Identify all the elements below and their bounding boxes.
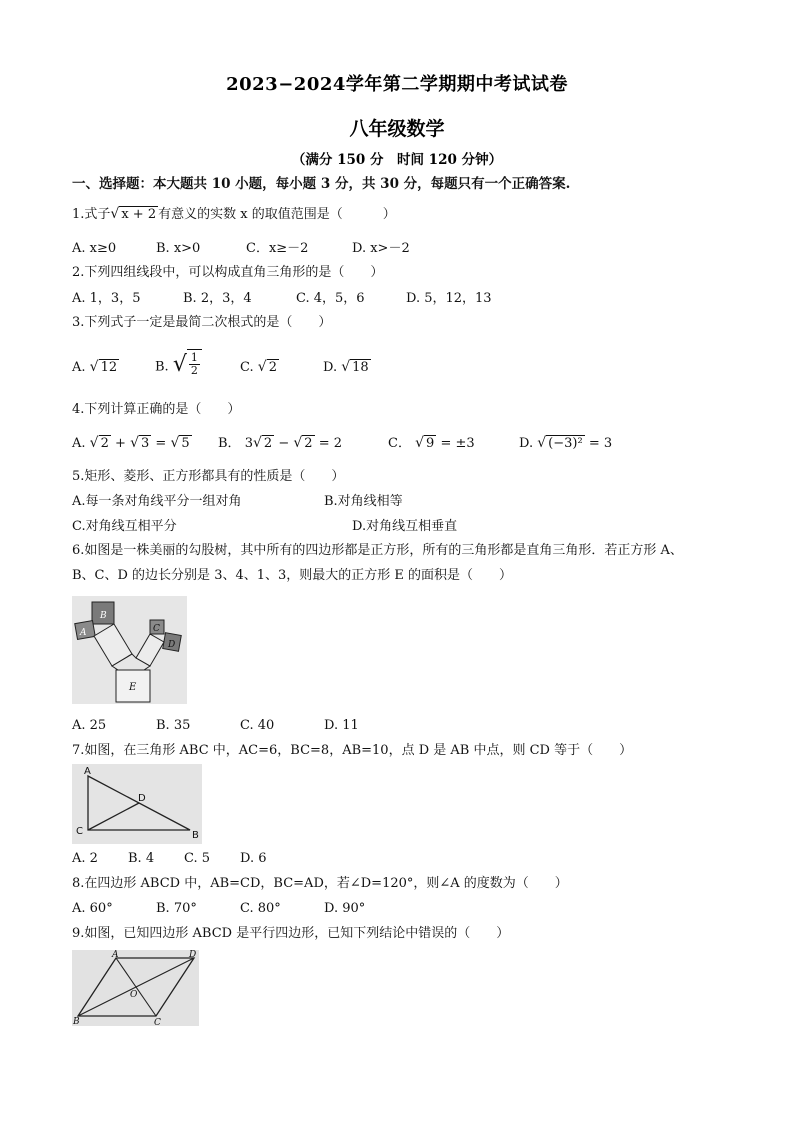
q2-option-b[interactable]: B. 2，3，4 (183, 291, 252, 306)
exam-subject: 八年级数学 (349, 118, 445, 140)
q4-d-label: D. (519, 436, 534, 451)
q4-a-rad-3: 5 (181, 436, 190, 451)
q6-option-c[interactable]: C. 40 (240, 718, 275, 733)
q5-option-b[interactable]: B.对角线相等 (324, 494, 403, 509)
q3-a-sqrt: √ 12 (89, 359, 118, 375)
q4-a-sqrt-1: √ 2 (89, 435, 109, 451)
q6-option-b[interactable]: B. 35 (156, 718, 191, 733)
q4-b-rad-2: 2 (304, 436, 313, 451)
q2-option-c[interactable]: C. 4，5，6 (296, 291, 365, 306)
q4-c-result: = ±3 (440, 436, 475, 451)
q7-option-a[interactable]: A. 2 (72, 851, 98, 866)
q1-option-c[interactable]: C．x≥－2 (246, 241, 309, 256)
question-1-stem (72, 205, 396, 224)
label-d: D (189, 950, 197, 960)
q5-option-d[interactable]: D.对角线互相垂直 (352, 519, 458, 534)
q1-sqrt: √ x + 2 (110, 206, 157, 222)
q3-d-radicand: 18 (352, 360, 369, 375)
q4-b-sqrt-2: √ 2 (293, 435, 313, 451)
question-4-stem: 4.下列计算正确的是（ ） (72, 402, 241, 417)
q3-b-label: B. (155, 359, 169, 375)
q8-option-d[interactable]: D. 90° (324, 901, 366, 916)
q4-option-d[interactable] (519, 434, 612, 453)
question-3-stem: 3.下列式子一定是最简二次根式的是（ ） (72, 315, 332, 330)
q4-a-rad-1: 2 (100, 436, 109, 451)
q4-a-equals: = (155, 436, 167, 451)
question-9-stem: 9.如图，已知四边形 ABCD 是平行四边形，已知下列结论中错误的（ ） (72, 926, 510, 941)
q1-option-b[interactable]: B. x>0 (156, 241, 201, 256)
q8-option-a[interactable]: A. 60° (72, 901, 113, 916)
label-o: O (130, 990, 138, 1000)
q7-option-c[interactable]: C. 5 (184, 851, 211, 866)
question-8-stem: 8.在四边形 ABCD 中，AB=CD，BC=AD，若∠D=120°，则∠A 的度数为（ ） (72, 876, 568, 891)
triangle-abc-figure (72, 764, 202, 844)
q4-a-sqrt-3: √ 5 (170, 435, 190, 451)
label-a: A (84, 766, 91, 777)
q1-stem-close: ） (382, 207, 396, 222)
q1-stem-prefix: 1.式子 (72, 207, 111, 222)
label-d: D (138, 793, 146, 804)
q2-option-d[interactable]: D. 5，12，13 (406, 291, 492, 306)
question-6-stem-line-2: B、C、D 的边长分别是 3、4、1、3，则最大的正方形 E 的面积是（ ） (72, 568, 513, 583)
label-b: B (100, 611, 107, 621)
q4-c-sqrt: √ 9 (415, 435, 435, 451)
q3-option-b[interactable] (155, 348, 202, 382)
q3-b-numerator: 1 (190, 351, 198, 364)
q3-d-label: D. (323, 360, 338, 375)
q8-option-b[interactable]: B. 70° (156, 901, 197, 916)
label-c: C (154, 1018, 161, 1026)
q3-d-sqrt: √ 18 (341, 359, 369, 375)
q4-a-sqrt-2: √ 3 (130, 435, 150, 451)
q6-option-d[interactable]: D. 11 (324, 718, 359, 733)
q8-option-c[interactable]: C. 80° (240, 901, 281, 916)
q1-option-a[interactable]: A. x≥0 (72, 241, 117, 256)
label-c: C (153, 624, 160, 634)
q4-c-rad: 9 (426, 436, 435, 451)
question-2-stem: 2.下列四组线段中，可以构成直角三角形的是（ ） (72, 265, 384, 280)
q4-b-result: = 2 (318, 436, 343, 451)
q4-d-sqrt: √ (−3)² (537, 435, 583, 451)
q7-option-d[interactable]: D. 6 (240, 851, 267, 866)
exam-title: 2023−2024学年第二学期期中考试试卷 (226, 74, 568, 95)
q4-a-plus: + (115, 436, 126, 451)
label-a: A (80, 628, 87, 638)
q3-c-radicand: 2 (268, 360, 277, 375)
q4-b-coef: 3 (244, 436, 253, 451)
q6-option-a[interactable]: A. 25 (72, 718, 107, 733)
q4-b-minus: − (278, 436, 290, 451)
q7-option-b[interactable]: B. 4 (128, 851, 155, 866)
q4-a-rad-2: 3 (140, 436, 150, 451)
q2-option-a[interactable]: A. 1，3，5 (72, 291, 141, 306)
label-c: C (76, 826, 83, 837)
q3-a-radicand: 12 (100, 360, 118, 375)
q4-d-rad: (−3)² (548, 436, 583, 451)
label-e: E (129, 682, 137, 693)
question-6-stem-line-1: 6.如图是一株美丽的勾股树，其中所有的四边形都是正方形，所有的三角形都是直角三角形．若正方形 A、 (72, 543, 683, 558)
q4-d-result: = 3 (588, 436, 613, 451)
q3-option-c[interactable] (240, 358, 279, 377)
q4-b-label: B． (218, 436, 241, 451)
pythagoras-tree-figure (72, 596, 187, 704)
q4-b-rad-1: 2 (263, 436, 273, 451)
q3-option-a[interactable] (72, 358, 119, 377)
q4-option-a[interactable] (72, 434, 192, 453)
q4-a-label: A. (72, 436, 86, 451)
parallelogram-figure (72, 950, 199, 1026)
q3-a-label: A. (72, 360, 86, 375)
label-a: A (112, 950, 119, 960)
q3-b-denominator: 2 (190, 364, 198, 377)
q4-option-c[interactable] (388, 434, 475, 453)
section-heading: 一、选择题：本大题共 10 小题，每小题 3 分，共 30 分，每题只有一个正确答案. (72, 176, 571, 192)
q3-b-fraction (189, 352, 200, 377)
q3-c-sqrt: √ 2 (257, 359, 277, 375)
label-b: B (192, 830, 199, 841)
q4-c-label: C． (388, 436, 411, 451)
exam-info: （满分 150 分 时间 120 分钟） (291, 152, 503, 168)
q5-option-c[interactable]: C.对角线互相平分 (72, 519, 177, 534)
label-b: B (73, 1017, 80, 1026)
q1-option-d[interactable]: D. x>－2 (352, 241, 410, 256)
q1-radicand: x + 2 (121, 207, 157, 222)
q3-c-label: C. (240, 360, 254, 375)
q4-option-b[interactable] (218, 434, 342, 453)
q5-option-a[interactable]: A.每一条对角线平分一组对角 (72, 494, 242, 509)
label-d: D (168, 640, 176, 650)
q3-option-d[interactable] (323, 358, 371, 377)
q1-stem-text: 有意义的实数 x 的取值范围是（ (158, 207, 343, 222)
q4-b-sqrt-1: √ 2 (252, 435, 273, 451)
q3-b-sqrt: √ $\frac{1}{2}$ (173, 348, 202, 382)
question-5-stem: 5.矩形、菱形、正方形都具有的性质是（ ） (72, 469, 345, 484)
question-7-stem: 7.如图，在三角形 ABC 中，AC=6，BC=8，AB=10，点 D 是 AB 中点，则 CD 等于（ ） (72, 743, 633, 758)
